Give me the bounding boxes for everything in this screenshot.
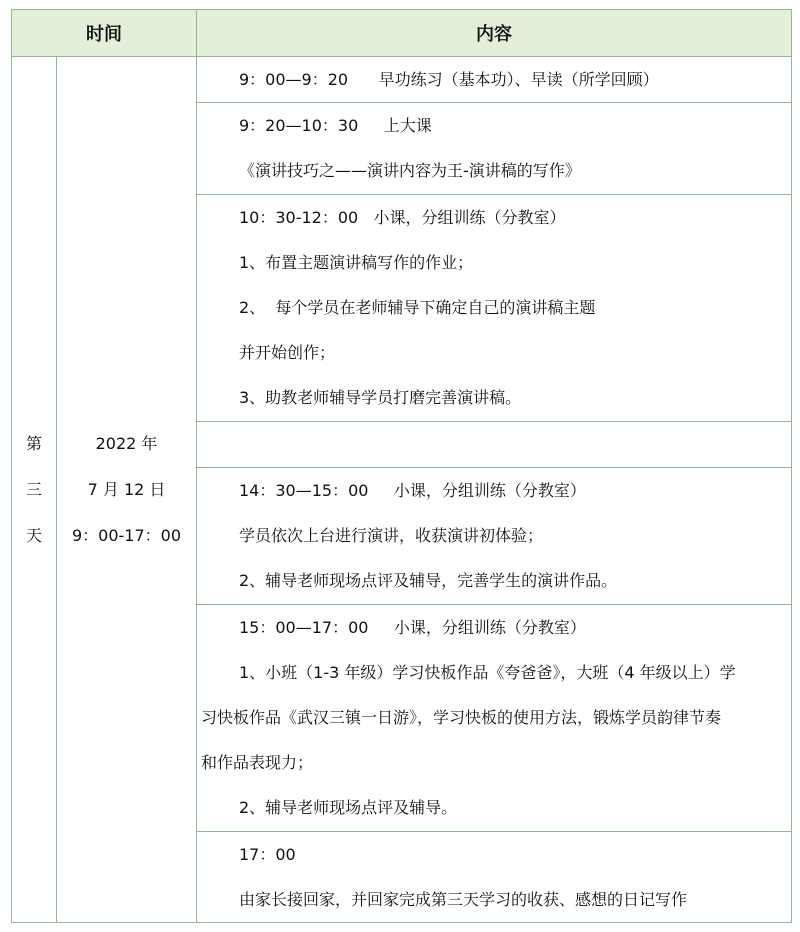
schedule-table	[11, 9, 792, 923]
session-content-cell	[197, 421, 792, 467]
session-line: 由家长接回家，并回家完成第三天学习的收获、感想的日记写作	[239, 889, 688, 909]
session-content-cell	[197, 57, 792, 103]
session-line: 2、辅导老师现场点评及辅导。	[239, 797, 458, 817]
day-char: 第	[25, 433, 42, 453]
session-line: 10：30-12：00 小课，分组训练（分教室）	[239, 207, 566, 227]
session-content-cell	[197, 467, 792, 604]
date-cell	[57, 57, 197, 923]
session-line: 学员依次上台进行演讲，收获演讲初体验；	[239, 525, 544, 545]
day-cell	[12, 57, 57, 923]
session-line: 3、助教老师辅导学员打磨完善演讲稿。	[239, 387, 522, 407]
session-line: 1、小班（1-3 年级）学习快板作品《夸爸爸》，大班（4 年级以上）学	[239, 662, 736, 682]
header-time: 时间	[12, 10, 197, 57]
session-content-cell	[197, 604, 792, 831]
date-line: 9：00-17：00	[71, 525, 182, 545]
header-content: 内容	[197, 10, 792, 57]
session-line: 1、布置主题演讲稿写作的作业；	[239, 252, 474, 272]
day-char: 三	[25, 479, 42, 499]
session-line: 9：00—9：20 早功练习（基本功）、早读（所学回顾）	[239, 70, 659, 89]
session-row	[12, 57, 792, 103]
session-line: 9：20—10：30 上大课	[239, 116, 432, 136]
header-row	[12, 10, 792, 57]
session-line: 《演讲技巧之——演讲内容为王-演讲稿的写作》	[239, 161, 581, 181]
session-line: 14：30—15：00 小课，分组训练（分教室）	[239, 480, 586, 500]
date-line: 7 月 12 日	[87, 479, 166, 499]
session-line: 习快板作品《武汉三镇一日游》，学习快板的使用方法，锻炼学员韵律节奏	[201, 707, 722, 727]
session-content-cell	[197, 194, 792, 421]
session-content-cell	[197, 103, 792, 194]
session-line: 并开始创作；	[239, 342, 336, 362]
day-char: 天	[25, 525, 42, 545]
session-line: 17：00	[239, 844, 296, 864]
date-line: 2022 年	[95, 433, 158, 453]
session-line: 2、 每个学员在老师辅导下确定自己的演讲稿主题	[239, 297, 596, 317]
session-line: 15：00—17：00 小课，分组训练（分教室）	[239, 617, 586, 637]
session-line: 2、辅导老师现场点评及辅导，完善学生的演讲作品。	[239, 570, 618, 590]
session-content-cell	[197, 831, 792, 922]
session-line: 和作品表现力；	[201, 752, 314, 772]
